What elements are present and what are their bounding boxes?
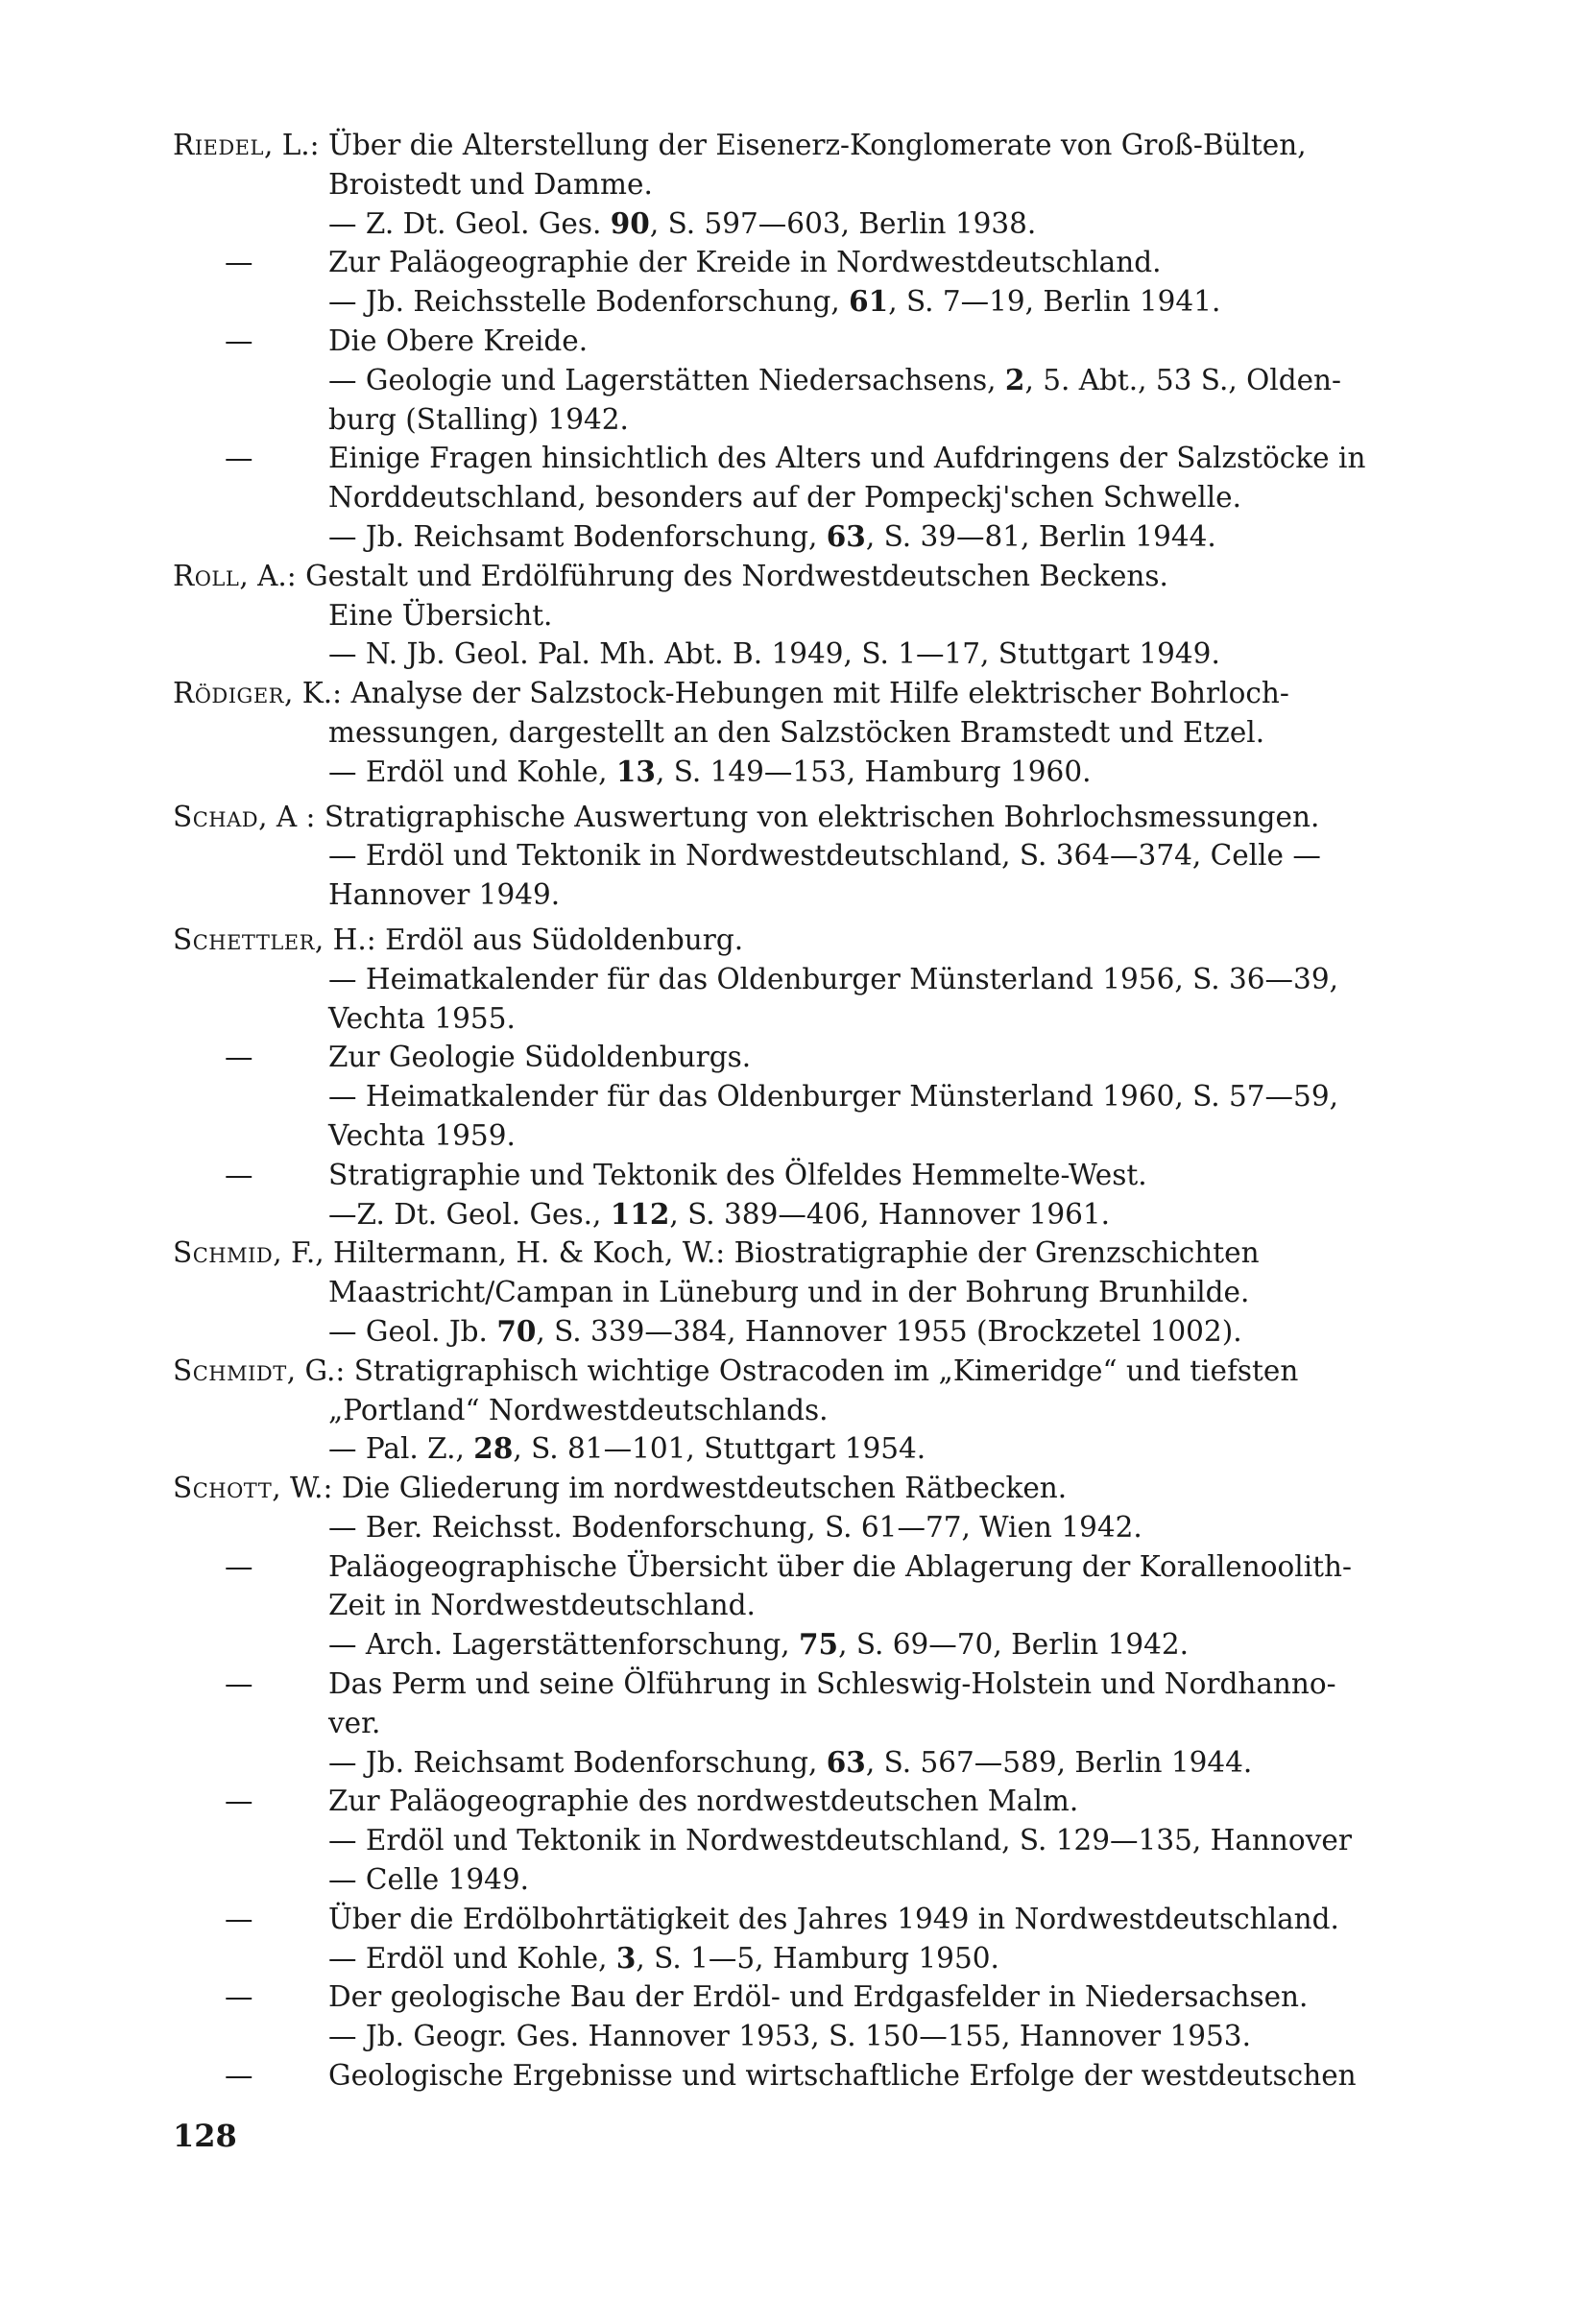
author-name: Rödiger [173, 677, 284, 710]
volume-number: 112 [610, 1196, 670, 1231]
ditto-dash: — [225, 1549, 253, 1583]
source-line [173, 1625, 1404, 1665]
ditto-dash: — [225, 1902, 253, 1935]
source-text: — Erdöl und Tektonik in Nordwestdeutschland, S. 129—135, Hannover [328, 1824, 1352, 1857]
source-line [173, 1743, 1404, 1783]
volume-number: 90 [610, 205, 650, 240]
source-text: — Ber. Reichsst. Bodenforschung, S. 61—77, Wien 1942. [328, 1510, 1142, 1544]
ditto-dash: — [225, 1980, 253, 2014]
source-text: , S. 39—81, Berlin 1944. [865, 519, 1216, 553]
source-text: , S. 339—384, Hannover 1955 (Brockzetel 1002). [536, 1314, 1242, 1348]
entry-title: , H.: Erdöl aus Südoldenburg. [314, 922, 744, 956]
sub-entry-line [173, 1900, 1404, 1939]
source-text: — Geologie und Lagerstätten Niedersachsens, [328, 363, 1005, 396]
page-number: 128 [173, 2118, 237, 2154]
author-name: Roll [173, 559, 240, 592]
volume-number: 3 [615, 1940, 637, 1975]
source-text: , S. 149—153, Hamburg 1960. [655, 755, 1092, 788]
entry-title: , K.: Analyse der Salzstock-Hebungen mit Hilfe elektrischer Bohrloch- [283, 677, 1289, 710]
source-text: — Erdöl und Kohle, [328, 755, 616, 788]
continuation-text: Zeit in Nordwestdeutschland. [328, 1589, 756, 1622]
continuation-text: — Celle 1949. [328, 1863, 530, 1897]
source-line [173, 204, 1404, 244]
source-text: — Erdöl und Tektonik in Nordwestdeutschland, S. 364—374, Celle — [328, 839, 1321, 873]
volume-number: 63 [826, 518, 866, 553]
continuation-text: Vechta 1955. [328, 1001, 516, 1035]
author-name: Schmidt [173, 1354, 287, 1387]
source-text: , S. 389—406, Hannover 1961. [669, 1197, 1111, 1231]
continuation-line [173, 1860, 1404, 1900]
volume-number: 61 [849, 284, 889, 319]
volume-number: 2 [1004, 362, 1025, 396]
continuation-line [173, 999, 1404, 1039]
author-entry-line [173, 557, 1404, 596]
volume-number: 75 [799, 1627, 839, 1662]
source-line [173, 753, 1404, 792]
author-entry-line [173, 921, 1404, 960]
source-text: — Geol. Jb. [328, 1314, 497, 1348]
author-name: Schettler [173, 922, 315, 956]
source-text: , S. 69—70, Berlin 1942. [838, 1628, 1190, 1662]
source-line [173, 517, 1404, 557]
volume-number: 13 [615, 754, 656, 788]
source-text: — Heimatkalender für das Oldenburger Münsterland 1960, S. 57—59, [328, 1080, 1338, 1114]
sub-entry-line [173, 2056, 1404, 2096]
source-text: — Jb. Reichsamt Bodenforschung, [328, 519, 827, 553]
author-entry-line [173, 1234, 1404, 1273]
volume-number: 63 [826, 1744, 866, 1779]
sub-entry-line [173, 1038, 1404, 1077]
ditto-dash: — [225, 1667, 253, 1701]
source-text: — Jb. Reichsamt Bodenforschung, [328, 1745, 827, 1779]
entry-title: , G.: Stratigraphisch wichtige Ostracoden im „Kimeridge“ und tiefsten [286, 1354, 1299, 1387]
sub-entry-line [173, 1977, 1404, 2017]
continuation-line [173, 1116, 1404, 1156]
source-line [173, 361, 1404, 400]
entry-title: Zur Geologie Südoldenburgs. [328, 1041, 752, 1074]
continuation-text: burg (Stalling) 1942. [328, 402, 629, 436]
entry-title: Zur Paläogeographie des nordwestdeutschen Malm. [328, 1785, 1079, 1818]
source-text: — Heimatkalender für das Oldenburger Münsterland 1956, S. 36—39, [328, 962, 1338, 995]
source-text: — Jb. Reichsstelle Bodenforschung, [328, 285, 850, 319]
sub-entry-line [173, 1665, 1404, 1704]
source-line [173, 1939, 1404, 1978]
continuation-text: Broistedt und Damme. [328, 167, 653, 201]
author-entry-line [173, 1469, 1404, 1508]
entry-title: Zur Paläogeographie der Kreide in Nordwestdeutschland. [328, 246, 1162, 279]
source-text: —Z. Dt. Geol. Ges., [328, 1197, 611, 1231]
ditto-dash: — [225, 442, 253, 475]
source-line [173, 1077, 1404, 1116]
author-name: Riedel [173, 129, 264, 161]
ditto-dash: — [225, 323, 253, 357]
continuation-line [173, 713, 1404, 753]
source-text: — Arch. Lagerstättenforschung, [328, 1628, 800, 1662]
continuation-line [173, 1391, 1404, 1430]
source-line [173, 1195, 1404, 1234]
source-text: — Jb. Geogr. Ges. Hannover 1953, S. 150—155, Hannover 1953. [328, 2020, 1251, 2053]
continuation-text: „Portland“ Nordwestdeutschlands. [328, 1393, 829, 1426]
sub-entry-line [173, 1547, 1404, 1587]
entry-title: Paläogeographische Übersicht über die Ablagerung der Korallenoolith- [328, 1549, 1352, 1583]
bibliography-list [173, 126, 1404, 2096]
entry-title: , A : Stratigraphische Auswertung von elektrischen Bohrlochsmessungen. [258, 800, 1320, 833]
author-name: Schott [173, 1472, 273, 1505]
continuation-text: ver. [328, 1706, 381, 1739]
source-text: , S. 567—589, Berlin 1944. [865, 1745, 1253, 1779]
source-text: — Pal. Z., [328, 1432, 474, 1466]
ditto-dash: — [225, 1041, 253, 1074]
source-line [173, 1821, 1404, 1860]
continuation-text: Maastricht/Campan in Lüneburg und in der Bohrung Brunhilde. [328, 1276, 1250, 1309]
entry-title: , W.: Die Gliederung im nordwestdeutschen Rätbecken. [272, 1472, 1068, 1505]
continuation-text: messungen, dargestellt an den Salzstöcken Bramstedt und Etzel. [328, 715, 1265, 749]
sub-entry-line [173, 322, 1404, 361]
source-text: , S. 7—19, Berlin 1941. [888, 285, 1221, 319]
continuation-text: Norddeutschland, besonders auf der Pompeckj'schen Schwelle. [328, 481, 1242, 515]
entry-title: Das Perm und seine Ölführung in Schleswig-Holstein und Nordhanno- [328, 1667, 1336, 1701]
source-text: , S. 81—101, Stuttgart 1954. [513, 1432, 926, 1466]
author-entry-line [173, 126, 1404, 165]
continuation-line [173, 1704, 1404, 1743]
source-line [173, 1312, 1404, 1352]
entry-title: Stratigraphie und Tektonik des Ölfeldes Hemmelte-West. [328, 1158, 1147, 1191]
entry-title: , L.: Über die Alterstellung der Eisenerz-Konglomerate von Groß-Bülten, [263, 129, 1307, 161]
source-text: , S. 1—5, Hamburg 1950. [636, 1941, 999, 1975]
continuation-line [173, 478, 1404, 517]
source-line [173, 2017, 1404, 2056]
continuation-line [173, 596, 1404, 635]
author-entry-line [173, 1352, 1404, 1391]
ditto-dash: — [225, 2059, 253, 2093]
author-name: Schmid [173, 1236, 274, 1270]
continuation-line [173, 1586, 1404, 1625]
source-text: , 5. Abt., 53 S., Olden- [1024, 363, 1342, 396]
source-line [173, 1429, 1404, 1469]
entry-title: Die Obere Kreide. [328, 323, 589, 357]
entry-title: , A.: Gestalt und Erdölführung des Nordwestdeutschen Beckens. [239, 559, 1168, 592]
ditto-dash: — [225, 1785, 253, 1818]
sub-entry-line [173, 243, 1404, 282]
source-line [173, 1508, 1404, 1547]
source-line [173, 282, 1404, 322]
source-text: — Z. Dt. Geol. Ges. [328, 206, 611, 240]
author-entry-line [173, 798, 1404, 837]
volume-number: 70 [496, 1313, 537, 1348]
source-line [173, 635, 1404, 674]
author-entry-line [173, 674, 1404, 713]
continuation-text: Hannover 1949. [328, 878, 561, 912]
continuation-line [173, 400, 1404, 440]
entry-title: Geologische Ergebnisse und wirtschaftliche Erfolge der westdeutschen [328, 2059, 1357, 2093]
source-line [173, 960, 1404, 999]
entry-title: Der geologische Bau der Erdöl- und Erdgasfelder in Niedersachsen. [328, 1980, 1309, 2014]
volume-number: 28 [473, 1431, 514, 1466]
sub-entry-line [173, 1156, 1404, 1195]
source-text: , S. 597—603, Berlin 1938. [649, 206, 1037, 240]
continuation-text: Eine Übersicht. [328, 598, 553, 632]
continuation-line [173, 165, 1404, 204]
source-line [173, 836, 1404, 875]
entry-title: Über die Erdölbohrtätigkeit des Jahres 1949 in Nordwestdeutschland. [328, 1902, 1339, 1935]
source-text: — N. Jb. Geol. Pal. Mh. Abt. B. 1949, S. 1—17, Stuttgart 1949. [328, 637, 1220, 671]
continuation-text: Vechta 1959. [328, 1118, 516, 1152]
source-text: — Erdöl und Kohle, [328, 1941, 616, 1975]
ditto-dash: — [225, 246, 253, 279]
author-name: Schad [173, 800, 259, 833]
continuation-line [173, 1273, 1404, 1312]
ditto-dash: — [225, 1158, 253, 1191]
continuation-line [173, 875, 1404, 915]
entry-title: , F., Hiltermann, H. & Koch, W.: Biostratigraphie der Grenzschichten [273, 1236, 1260, 1270]
entry-title: Einige Fragen hinsichtlich des Alters und Aufdringens der Salzstöcke in [328, 442, 1366, 475]
sub-entry-line [173, 1782, 1404, 1821]
sub-entry-line [173, 439, 1404, 478]
